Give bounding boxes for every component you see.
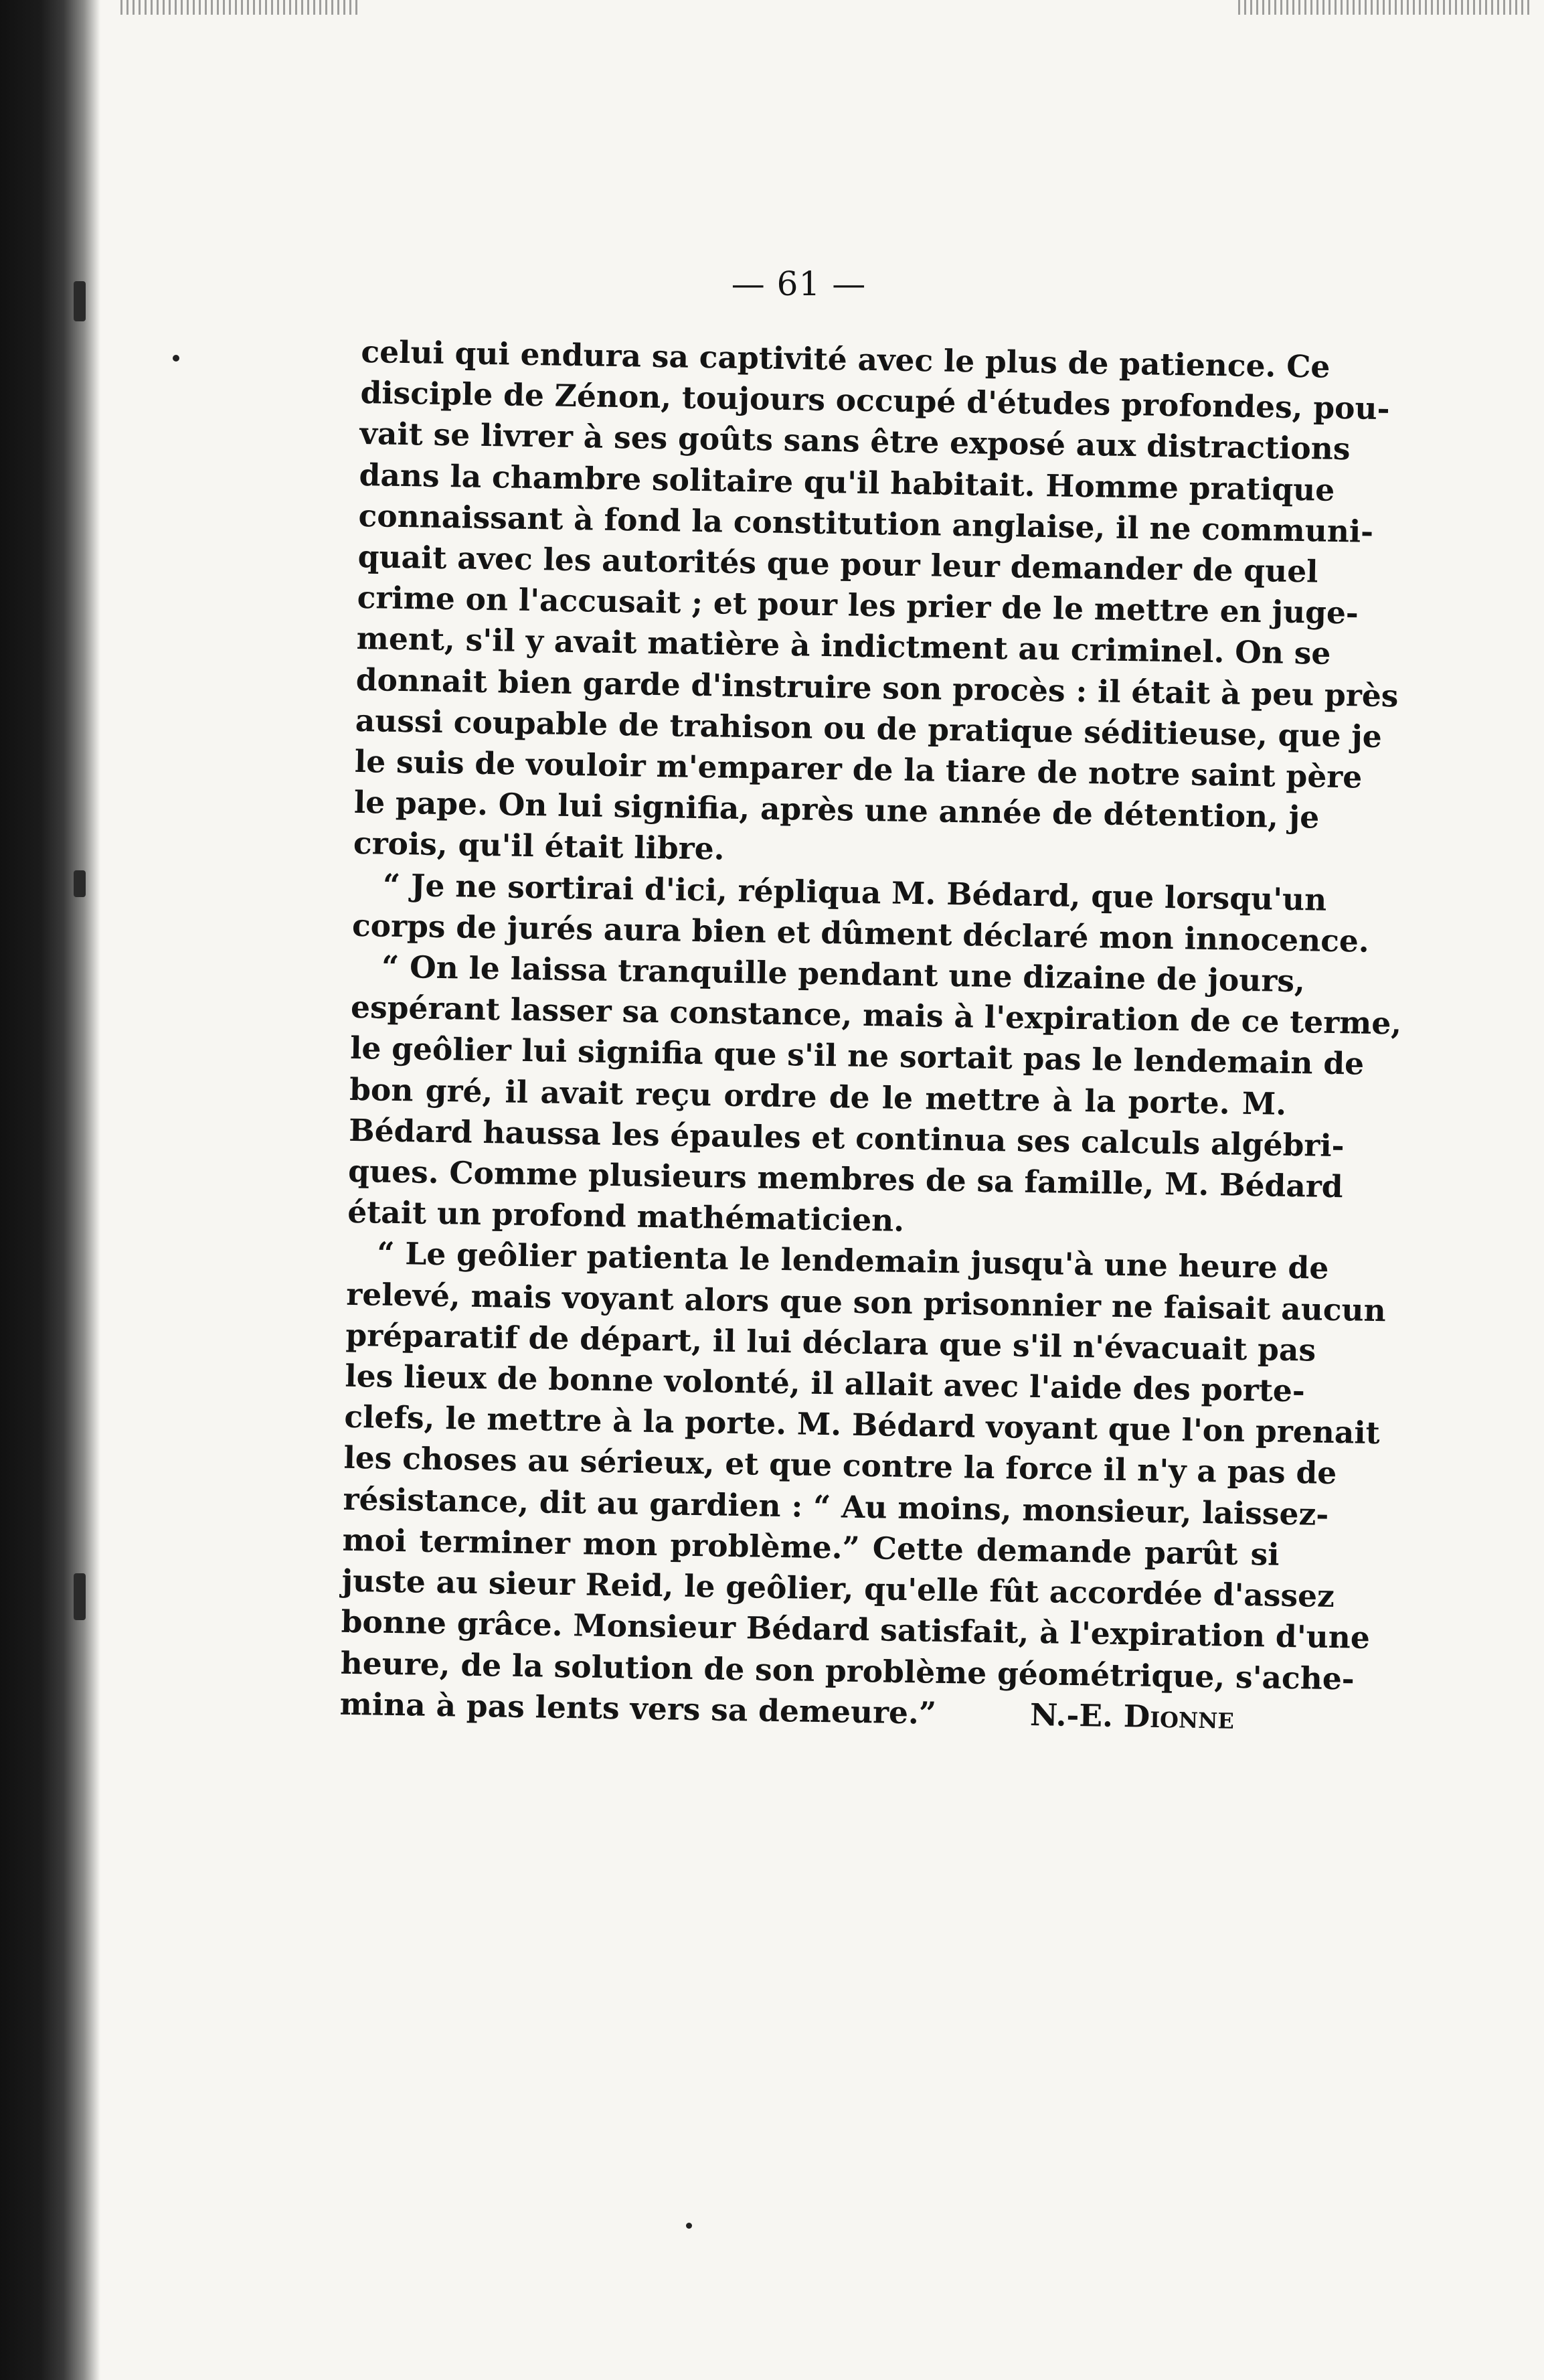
text-line: était un profond mathématicien. xyxy=(347,1194,905,1239)
text-line: celui qui endura sa captivité avec le plus de patience. Ce xyxy=(361,333,1331,385)
binding-mark xyxy=(74,870,86,897)
text-line: moi terminer mon problème.” Cette demande parût si xyxy=(342,1521,1280,1573)
text-line: crois, qu'il était libre. xyxy=(353,825,725,868)
text-line: le suis de vouloir m'emparer de la tiare de notre saint père xyxy=(354,742,1363,795)
print-noise xyxy=(1238,0,1533,15)
text-line: disciple de Zénon, toujours occupé d'études profondes, pou- xyxy=(360,374,1390,427)
text-line: dans la chambre solitaire qu'il habitait. Homme pratique xyxy=(359,456,1335,508)
text-line: préparatif de départ, il lui déclara que s'il n'évacuait pas xyxy=(345,1316,1316,1368)
text-line: le pape. On lui signifia, après une année de détention, je xyxy=(353,784,1320,836)
text-line: ment, s'il y avait matière à indictment au criminel. On se xyxy=(356,620,1331,672)
text-line: aussi coupable de trahison ou de pratique séditieuse, que je xyxy=(355,702,1383,755)
text-line: les choses au sérieux, et que contre la force il n'y a pas de xyxy=(343,1439,1337,1492)
text-line: les lieux de bonne volonté, il allait avec l'aide des porte- xyxy=(345,1357,1306,1409)
text-line: “ Le geôlier patienta le lendemain jusqu'à une heure de xyxy=(376,1235,1329,1287)
text-line: “ Je ne sortirai d'ici, répliqua M. Bédard, que lorsqu'un xyxy=(382,866,1327,918)
text-line: clefs, le mettre à la porte. M. Bédard voyant que l'on prenait xyxy=(344,1399,1381,1451)
text-line: résistance, dit au gardien : “ Au moins, monsieur, laissez- xyxy=(343,1480,1329,1532)
author-signature: N.-E. Dionne xyxy=(1029,1696,1235,1736)
text-line: relevé, mais voyant alors que son prisonnier ne faisait aucun xyxy=(345,1275,1387,1328)
page-text xyxy=(339,331,1402,1739)
ink-speck xyxy=(173,355,179,362)
text-line: bon gré, il avait reçu ordre de le mettre à la porte. M. xyxy=(349,1070,1287,1122)
text-line: heure, de la solution de son problème géométrique, s'ache- xyxy=(340,1644,1355,1697)
ink-speck xyxy=(686,2223,692,2229)
text-line: le geôlier lui signifia que s'il ne sortait pas le lendemain de xyxy=(349,1030,1365,1083)
text-line: vait se livrer à ses goûts sans être exposé aux distractions xyxy=(359,415,1351,467)
text-line: quait avec les autorités que pour leur demander de quel xyxy=(357,538,1318,590)
text-line: connaissant à fond la constitution anglaise, il ne communi- xyxy=(358,497,1374,550)
text-line: juste au sieur Reid, le geôlier, qu'elle fût accordée d'assez xyxy=(341,1562,1335,1615)
text-line: Bédard haussa les épaules et continua ses calculs algébri- xyxy=(348,1111,1345,1164)
text-line: corps de jurés aura bien et dûment déclaré mon innocence. xyxy=(351,906,1370,959)
text-line: espérant lasser sa constance, mais à l'expiration de ce terme, xyxy=(350,989,1402,1042)
text-line: mina à pas lents vers sa demeure.” xyxy=(339,1685,937,1731)
book-binding-edge xyxy=(0,0,100,2380)
text-line: bonne grâce. Monsieur Bédard satisfait, à l'expiration d'une xyxy=(341,1603,1371,1656)
text-line: ques. Comme plusieurs membres de sa famille, M. Bédard xyxy=(347,1152,1344,1205)
binding-mark xyxy=(74,1573,86,1620)
text-line: donnait bien garde d'instruire son procès : il était à peu près xyxy=(355,661,1399,714)
text-line: crime on l'accusait ; et pour les prier de le mettre en juge- xyxy=(357,579,1359,631)
page-number: — 61 — xyxy=(731,264,867,303)
text-line: “ On le laissa tranquille pendant une dizaine de jours, xyxy=(381,948,1306,1000)
print-noise xyxy=(120,0,361,15)
